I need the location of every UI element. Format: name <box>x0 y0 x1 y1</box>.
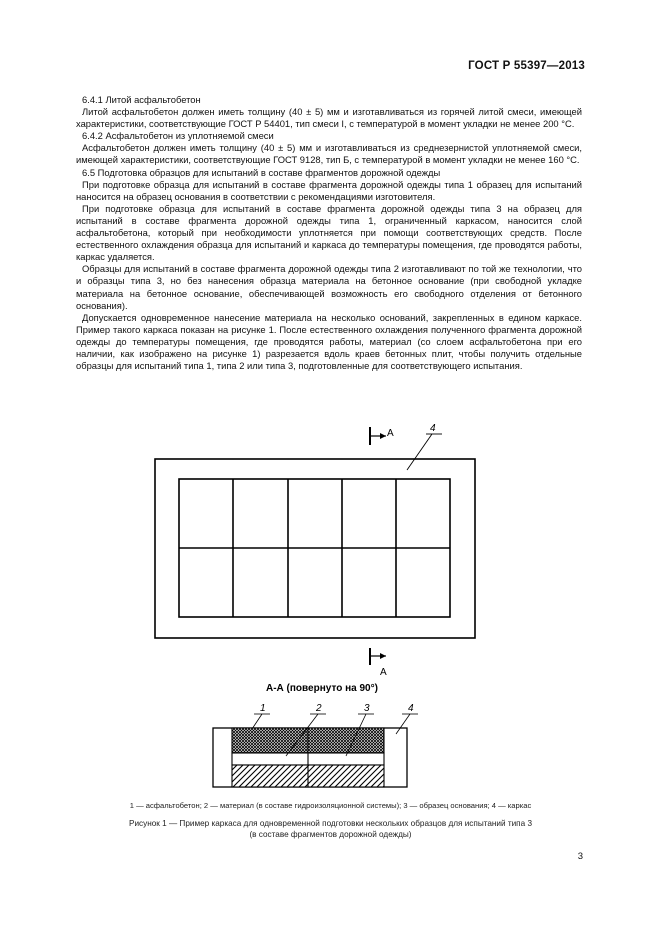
section-label-bottom: А <box>380 667 387 678</box>
figure-caption-line1: Рисунок 1 — Пример каркаса для одновременной подготовки нескольких образцов для испытаний типа 3 <box>128 819 532 828</box>
callout-4-plan: 4 <box>430 423 436 434</box>
callout-1: 1 <box>260 703 266 714</box>
paragraph: Допускается одновременное нанесение материала на несколько оснований, закрепленных в едином каркасе. Пример такого каркаса показан на рисунке 1. После естественного охлаждения полученного фрагмента дорожной одежды до температуры помещения, где проводятся работы, материал (со слоем асфальтобетона при его наличии, как изображено на рисунке 1) разрезается вдоль краев бетонных плит, чтобы получить отдельные образцы для испытаний типа 1, типа 2 или типа 3, подготовленные для соответствующего испытания. <box>76 311 582 372</box>
paragraph: Асфальтобетон должен иметь толщину (40 ± 5) мм и изготавливаться из среднезернистой уплотняемой смеси, имеющей характеристики, соответствующие ГОСТ 9128, тип Б, с температурой в момент укладки не менее 160 °С. <box>76 142 582 166</box>
figure-caption-line2: (в составе фрагментов дорожной одежды) <box>249 830 412 839</box>
page-number: 3 <box>577 851 583 862</box>
grid-lines <box>179 479 450 617</box>
section-mark-top <box>370 427 386 445</box>
callout-2: 2 <box>316 703 322 714</box>
figure-legend: 1 — асфальтобетон; 2 — материал (в составе гидроизоляционной системы); 3 — образец основания; 4 — каркас <box>129 801 532 810</box>
figure-caption <box>60 818 601 840</box>
callout-leader-4 <box>407 434 432 470</box>
paragraph: Образцы для испытаний в составе фрагмента дорожной одежды типа 2 изготавливают по той же технологии, что и образцы типа 3, но без нанесения образца материала на бетонное основание (при свободной укладке материала на бетонное основание, обеспечивающей возможность его свободного отделения от бетонного основания). <box>76 263 582 311</box>
section-heading-6-4-2: 6.4.2 Асфальтобетон из уплотняемой смеси <box>82 130 274 142</box>
callout-4-section: 4 <box>408 703 414 714</box>
plan-view <box>155 423 475 678</box>
section-mark-bottom <box>370 648 386 665</box>
section-heading-6-5: 6.5 Подготовка образцов для испытаний в составе фрагментов дорожной одежды <box>82 166 441 178</box>
section-heading-6-4-1: 6.4.1 Литой асфальтобетон <box>82 94 201 105</box>
paragraph: Литой асфальтобетон должен иметь толщину (40 ± 5) мм и изготавливаться из горячей литой смеси, имеющей характеристики, соответствующие ГОСТ Р 54401, тип смеси I, с температурой в момент укладки не менее 200 °С. <box>76 106 582 130</box>
section-title: А-А (повернуто на 90°) <box>266 683 378 694</box>
paragraph: При подготовке образца для испытаний в составе фрагмента дорожной одежды типа 3 на образец для испытаний в составе фрагмента дорожной одежды типа 1, ограниченный каркасом, наносится слой асфальтобетона, который при необходимости уплотняется при помощи соответствующих средств. После естественного охлаждения образца для испытаний и каркаса до температуры помещения, где проводятся работы, каркас удаляется. <box>76 202 582 263</box>
section-view <box>213 703 418 787</box>
paragraph: При подготовке образца для испытаний в составе фрагмента дорожной одежды типа 1 образец для испытаний наносится на образец основания в соответствии с рекомендациями изготовителя. <box>76 178 582 202</box>
callout-3: 3 <box>364 703 370 714</box>
section-label-top: А <box>387 428 394 439</box>
document-header: ГОСТ Р 55397—2013 <box>468 60 585 72</box>
